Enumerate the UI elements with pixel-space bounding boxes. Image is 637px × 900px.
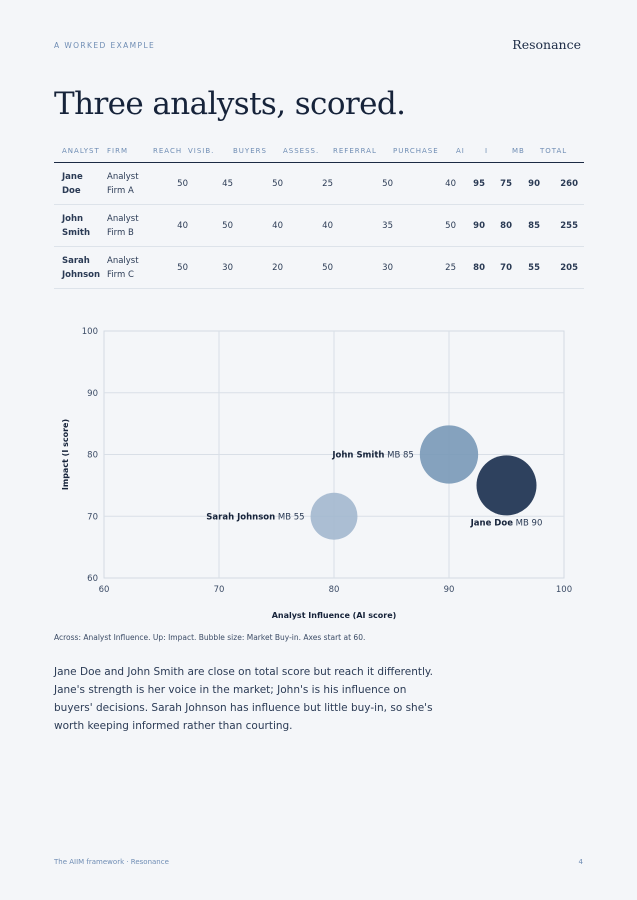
bubble-label — [331, 451, 413, 461]
analyst-name-cell — [54, 247, 107, 289]
analyst-name-cell — [54, 205, 107, 247]
referral-cell: 35 — [333, 205, 393, 247]
purchase-cell: 40 — [393, 163, 456, 205]
bubble-chart — [54, 318, 584, 628]
visibility-cell: 45 — [188, 163, 233, 205]
bubble-john-smith — [420, 425, 478, 483]
referral-cell: 50 — [333, 163, 393, 205]
assessment-cell: 40 — [283, 205, 333, 247]
table-row — [54, 163, 584, 205]
ai-score-cell: 95 — [456, 163, 485, 205]
col-header: REFERRAL — [333, 140, 393, 163]
total-cell: 205 — [540, 247, 584, 289]
x-tick-label: 60 — [98, 585, 110, 595]
ai-score-cell: 90 — [456, 205, 485, 247]
analyst-last-name: Johnson — [62, 269, 101, 280]
page-number: 4 — [578, 858, 583, 866]
bubble-label — [470, 518, 543, 528]
y-tick-label: 100 — [81, 327, 98, 337]
y-tick-label: 70 — [87, 512, 98, 523]
col-header: TOTAL — [540, 140, 584, 163]
purchase-cell: 25 — [393, 247, 456, 289]
footer-label: The AIIM framework · Resonance — [54, 858, 169, 866]
table-header-row — [54, 140, 584, 163]
analyst-first-name: Sarah — [62, 255, 90, 266]
table-row — [54, 247, 584, 289]
col-header: VISIB. — [188, 140, 233, 163]
mb-score-cell: 85 — [512, 205, 540, 247]
col-header: FIRM — [107, 140, 153, 163]
firm-line: Firm B — [107, 227, 134, 238]
bubble-sarah-johnson — [311, 493, 358, 540]
firm-cell — [107, 163, 153, 205]
chart-caption: Across: Analyst Influence. Up: Impact. Bubble size: Market Buy-in. Axes start at 60. — [54, 633, 366, 642]
x-tick-label: 90 — [443, 585, 455, 595]
assessment-cell: 25 — [283, 163, 333, 205]
x-axis-label: Analyst Influence (AI score) — [271, 611, 397, 620]
purchase-cell: 50 — [393, 205, 456, 247]
bubble-label-name: Sarah Johnson — [206, 512, 276, 523]
table-row — [54, 205, 584, 247]
x-tick-label: 80 — [328, 585, 340, 595]
firm-line: Analyst — [107, 171, 139, 182]
analyst-last-name: Doe — [62, 185, 81, 196]
visibility-cell: 30 — [188, 247, 233, 289]
bubble-label-mb: MB 85 — [384, 450, 414, 461]
analyst-first-name: Jane — [62, 171, 83, 182]
scores-table — [54, 140, 584, 289]
col-header: AI — [456, 140, 485, 163]
analyst-name-cell — [54, 163, 107, 205]
reach-cell: 40 — [153, 205, 188, 247]
col-header: I — [485, 140, 512, 163]
col-header: ASSESS. — [283, 140, 333, 163]
buyers-cell: 50 — [233, 163, 283, 205]
reach-cell: 50 — [153, 163, 188, 205]
bubble-label-mb: MB 90 — [512, 518, 543, 529]
i-score-cell: 75 — [485, 163, 512, 205]
total-cell: 260 — [540, 163, 584, 205]
x-tick-label: 70 — [213, 585, 225, 595]
page-title: Three analysts, scored. — [54, 86, 406, 122]
y-tick-label: 60 — [87, 574, 98, 584]
y-tick-label: 80 — [87, 450, 98, 461]
x-tick-label: 100 — [555, 585, 573, 595]
col-header: BUYERS — [233, 140, 283, 163]
y-tick-label: 90 — [87, 388, 98, 399]
visibility-cell: 50 — [188, 205, 233, 247]
body-paragraph: Jane Doe and John Smith are close on total score but reach it differently. Jane's strength is her voice in the market; John's is his influence on buyers' decisions. Sarah Johnson has influence but little buy-in, so she's worth keeping informed rather than courting. — [54, 666, 433, 732]
i-score-cell: 70 — [485, 247, 512, 289]
col-header: REACH — [153, 140, 188, 163]
firm-line: Analyst — [107, 213, 139, 224]
analyst-last-name: Smith — [62, 227, 91, 238]
i-score-cell: 80 — [485, 205, 512, 247]
bubble-label — [206, 512, 304, 522]
total-cell: 255 — [540, 205, 584, 247]
assessment-cell: 50 — [283, 247, 333, 289]
y-axis-label: Impact (I score) — [61, 418, 70, 491]
ai-score-cell: 80 — [456, 247, 485, 289]
firm-line: Firm A — [107, 185, 134, 196]
firm-line: Firm C — [107, 269, 134, 280]
firm-cell — [107, 247, 153, 289]
firm-line: Analyst — [107, 255, 139, 266]
mb-score-cell: 90 — [512, 163, 540, 205]
buyers-cell: 20 — [233, 247, 283, 289]
section-eyebrow: A WORKED EXAMPLE — [54, 41, 156, 50]
mb-score-cell: 55 — [512, 247, 540, 289]
col-header: ANALYST — [54, 140, 107, 163]
col-header: MB — [512, 140, 540, 163]
analyst-first-name: John — [62, 213, 84, 224]
bubble-label-name: Jane Doe — [470, 518, 513, 529]
col-header: PURCHASE — [393, 140, 456, 163]
bubble-label-name: John Smith — [332, 450, 385, 461]
reach-cell: 50 — [153, 247, 188, 289]
brand-name: Resonance — [512, 37, 581, 52]
firm-cell — [107, 205, 153, 247]
referral-cell: 30 — [333, 247, 393, 289]
bubble-jane-doe — [477, 455, 537, 515]
bubble-label-mb: MB 55 — [275, 512, 305, 523]
buyers-cell: 40 — [233, 205, 283, 247]
